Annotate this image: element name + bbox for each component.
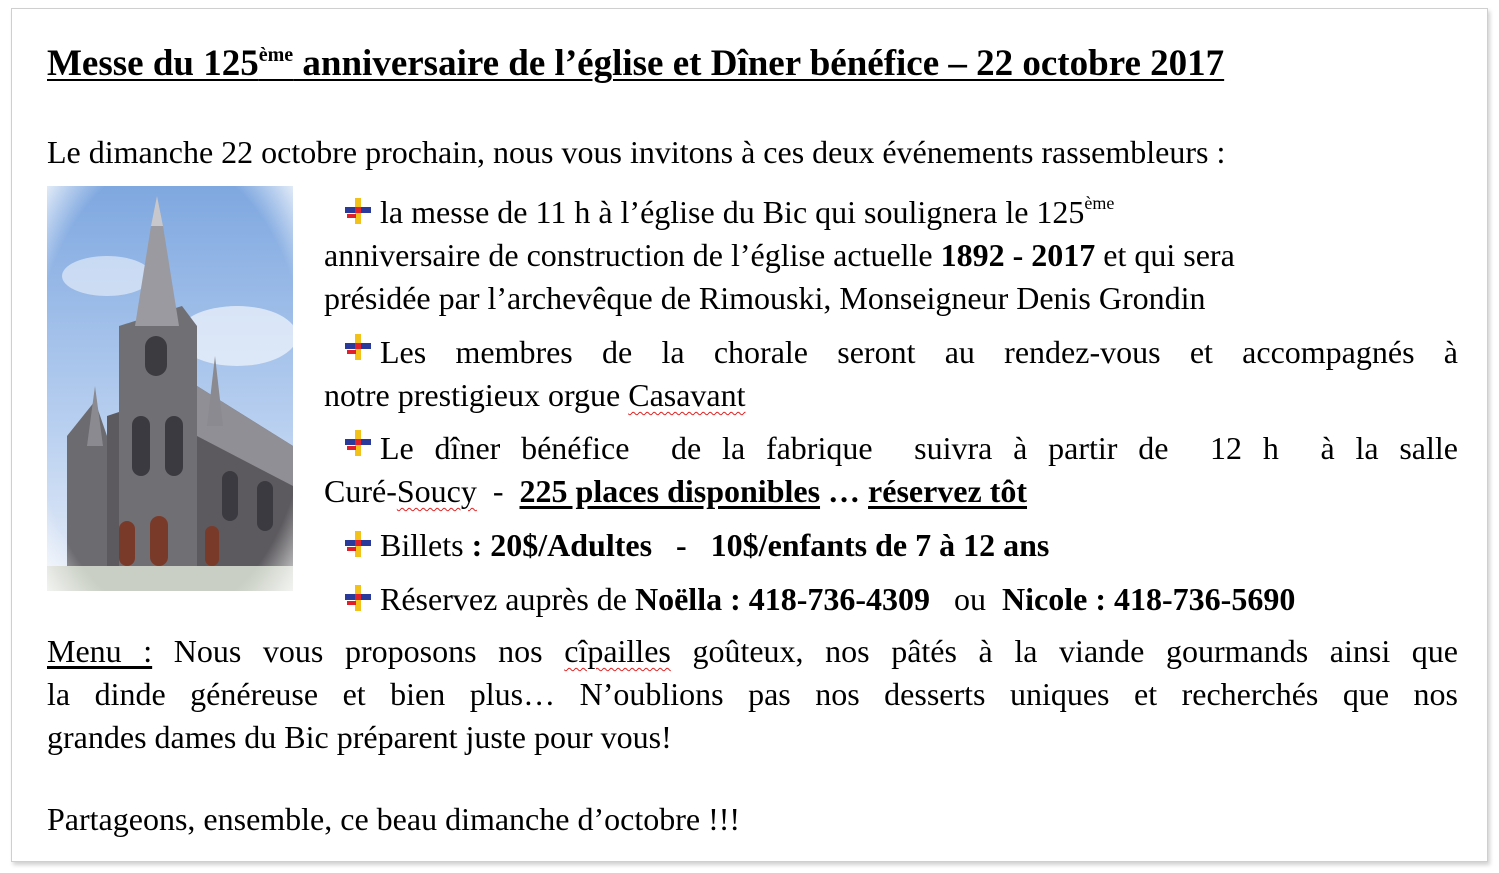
item5-text: Réservez auprès de <box>380 581 635 617</box>
list-item-chorale <box>324 331 1458 417</box>
item1-word: le <box>1005 194 1029 230</box>
contact-nicole: Nicole : 418-736-5690 <box>1002 581 1296 617</box>
item1-text: et qui sera <box>1103 237 1235 273</box>
title-text: Messe du 125 <box>47 43 259 84</box>
list-item-messe <box>324 191 1458 320</box>
item1-line2 <box>324 234 1458 277</box>
item3-text: - <box>476 473 520 509</box>
item3-text: Curé- <box>324 473 397 509</box>
menu-label: Menu : <box>47 633 153 669</box>
title-superscript: ème <box>258 44 294 66</box>
item2-line1 <box>324 331 1458 374</box>
item1-word: Bic <box>762 194 808 230</box>
item3-text: Le dîner bénéfice de la fabrique suivra à partir de 12 h à la salle <box>380 430 1458 466</box>
item2-text: Les membres de la chorale seront au rendez-vous et accompagnés à <box>380 334 1458 370</box>
title-text-rest: anniversaire de l’église et Dîner bénéfice – 22 octobre 2017 <box>293 43 1225 84</box>
contact-noella: Noëlla : 418-736-4309 <box>634 581 931 617</box>
item3-line1 <box>324 427 1458 470</box>
item1-word: la <box>380 194 404 230</box>
menu-text: goûteux, nos pâtés à la viande gourmands ainsi que <box>670 633 1459 669</box>
item1-word: de <box>497 194 528 230</box>
item1-word: soulignera <box>864 194 998 230</box>
item3-line2 <box>324 470 1458 513</box>
item1-word: 11 h <box>535 194 591 230</box>
cross-bullet-icon <box>342 195 380 227</box>
menu-line1 <box>47 630 1458 673</box>
cross-bullet-icon <box>342 528 380 560</box>
item1-word: messe <box>411 194 490 230</box>
church-photo <box>47 186 293 591</box>
list-item-billets <box>324 524 1458 567</box>
item2-organ-name: Casavant <box>628 377 746 413</box>
menu-line3: grandes dames du Bic préparent juste pour vous! <box>47 719 672 755</box>
item5-text: ou <box>930 581 1003 617</box>
cross-bullet-icon <box>342 582 380 614</box>
item1-years: 1892 - 2017 <box>940 237 1096 273</box>
cross-bullet-icon <box>342 427 380 459</box>
item1-text: anniversaire de construction de l’église actuelle <box>324 237 933 273</box>
item1-word: du <box>722 194 755 230</box>
item1-word: à l’église <box>598 194 715 230</box>
cross-bullet-icon <box>342 331 380 363</box>
item1-word: qui <box>815 194 857 230</box>
list-item-diner <box>324 427 1458 513</box>
item4-line <box>324 524 1458 567</box>
item4-text: Billets <box>380 527 472 563</box>
item4-prices: : 20$/Adultes - 10$/enfants de 7 à 12 ans <box>471 527 1050 563</box>
item1-line3: présidée par l’archevêque de Rimouski, Monseigneur Denis Grondin <box>324 280 1206 316</box>
menu-line2: la dinde généreuse et bien plus… N’oublions pas nos desserts uniques et recherchés que nos <box>47 676 1458 712</box>
menu-dish: cîpailles <box>564 633 671 669</box>
item1-superscript: ème <box>1084 193 1115 213</box>
item3-reserve-note: réservez tôt <box>868 473 1028 509</box>
list-item-reservation <box>324 578 1458 621</box>
item3-places: 225 places disponibles <box>519 473 821 509</box>
item2-text: notre prestigieux orgue <box>324 377 629 413</box>
menu-text: Nous vous proposons nos <box>152 633 565 669</box>
item1-word: 125 <box>1036 194 1085 230</box>
item3-hall-name: Soucy <box>396 473 477 509</box>
intro-paragraph: Le dimanche 22 octobre prochain, nous vous invitons à ces deux événements rassembleurs : <box>47 134 1226 170</box>
closing-line: Partageons, ensemble, ce beau dimanche d’octobre !!! <box>47 801 741 837</box>
item2-line2 <box>324 374 1458 417</box>
item1-line1 <box>324 191 1458 234</box>
item5-line <box>324 578 1458 621</box>
item3-text: … <box>820 473 869 509</box>
flyer-title <box>47 40 1467 88</box>
menu-paragraph <box>47 630 1458 759</box>
